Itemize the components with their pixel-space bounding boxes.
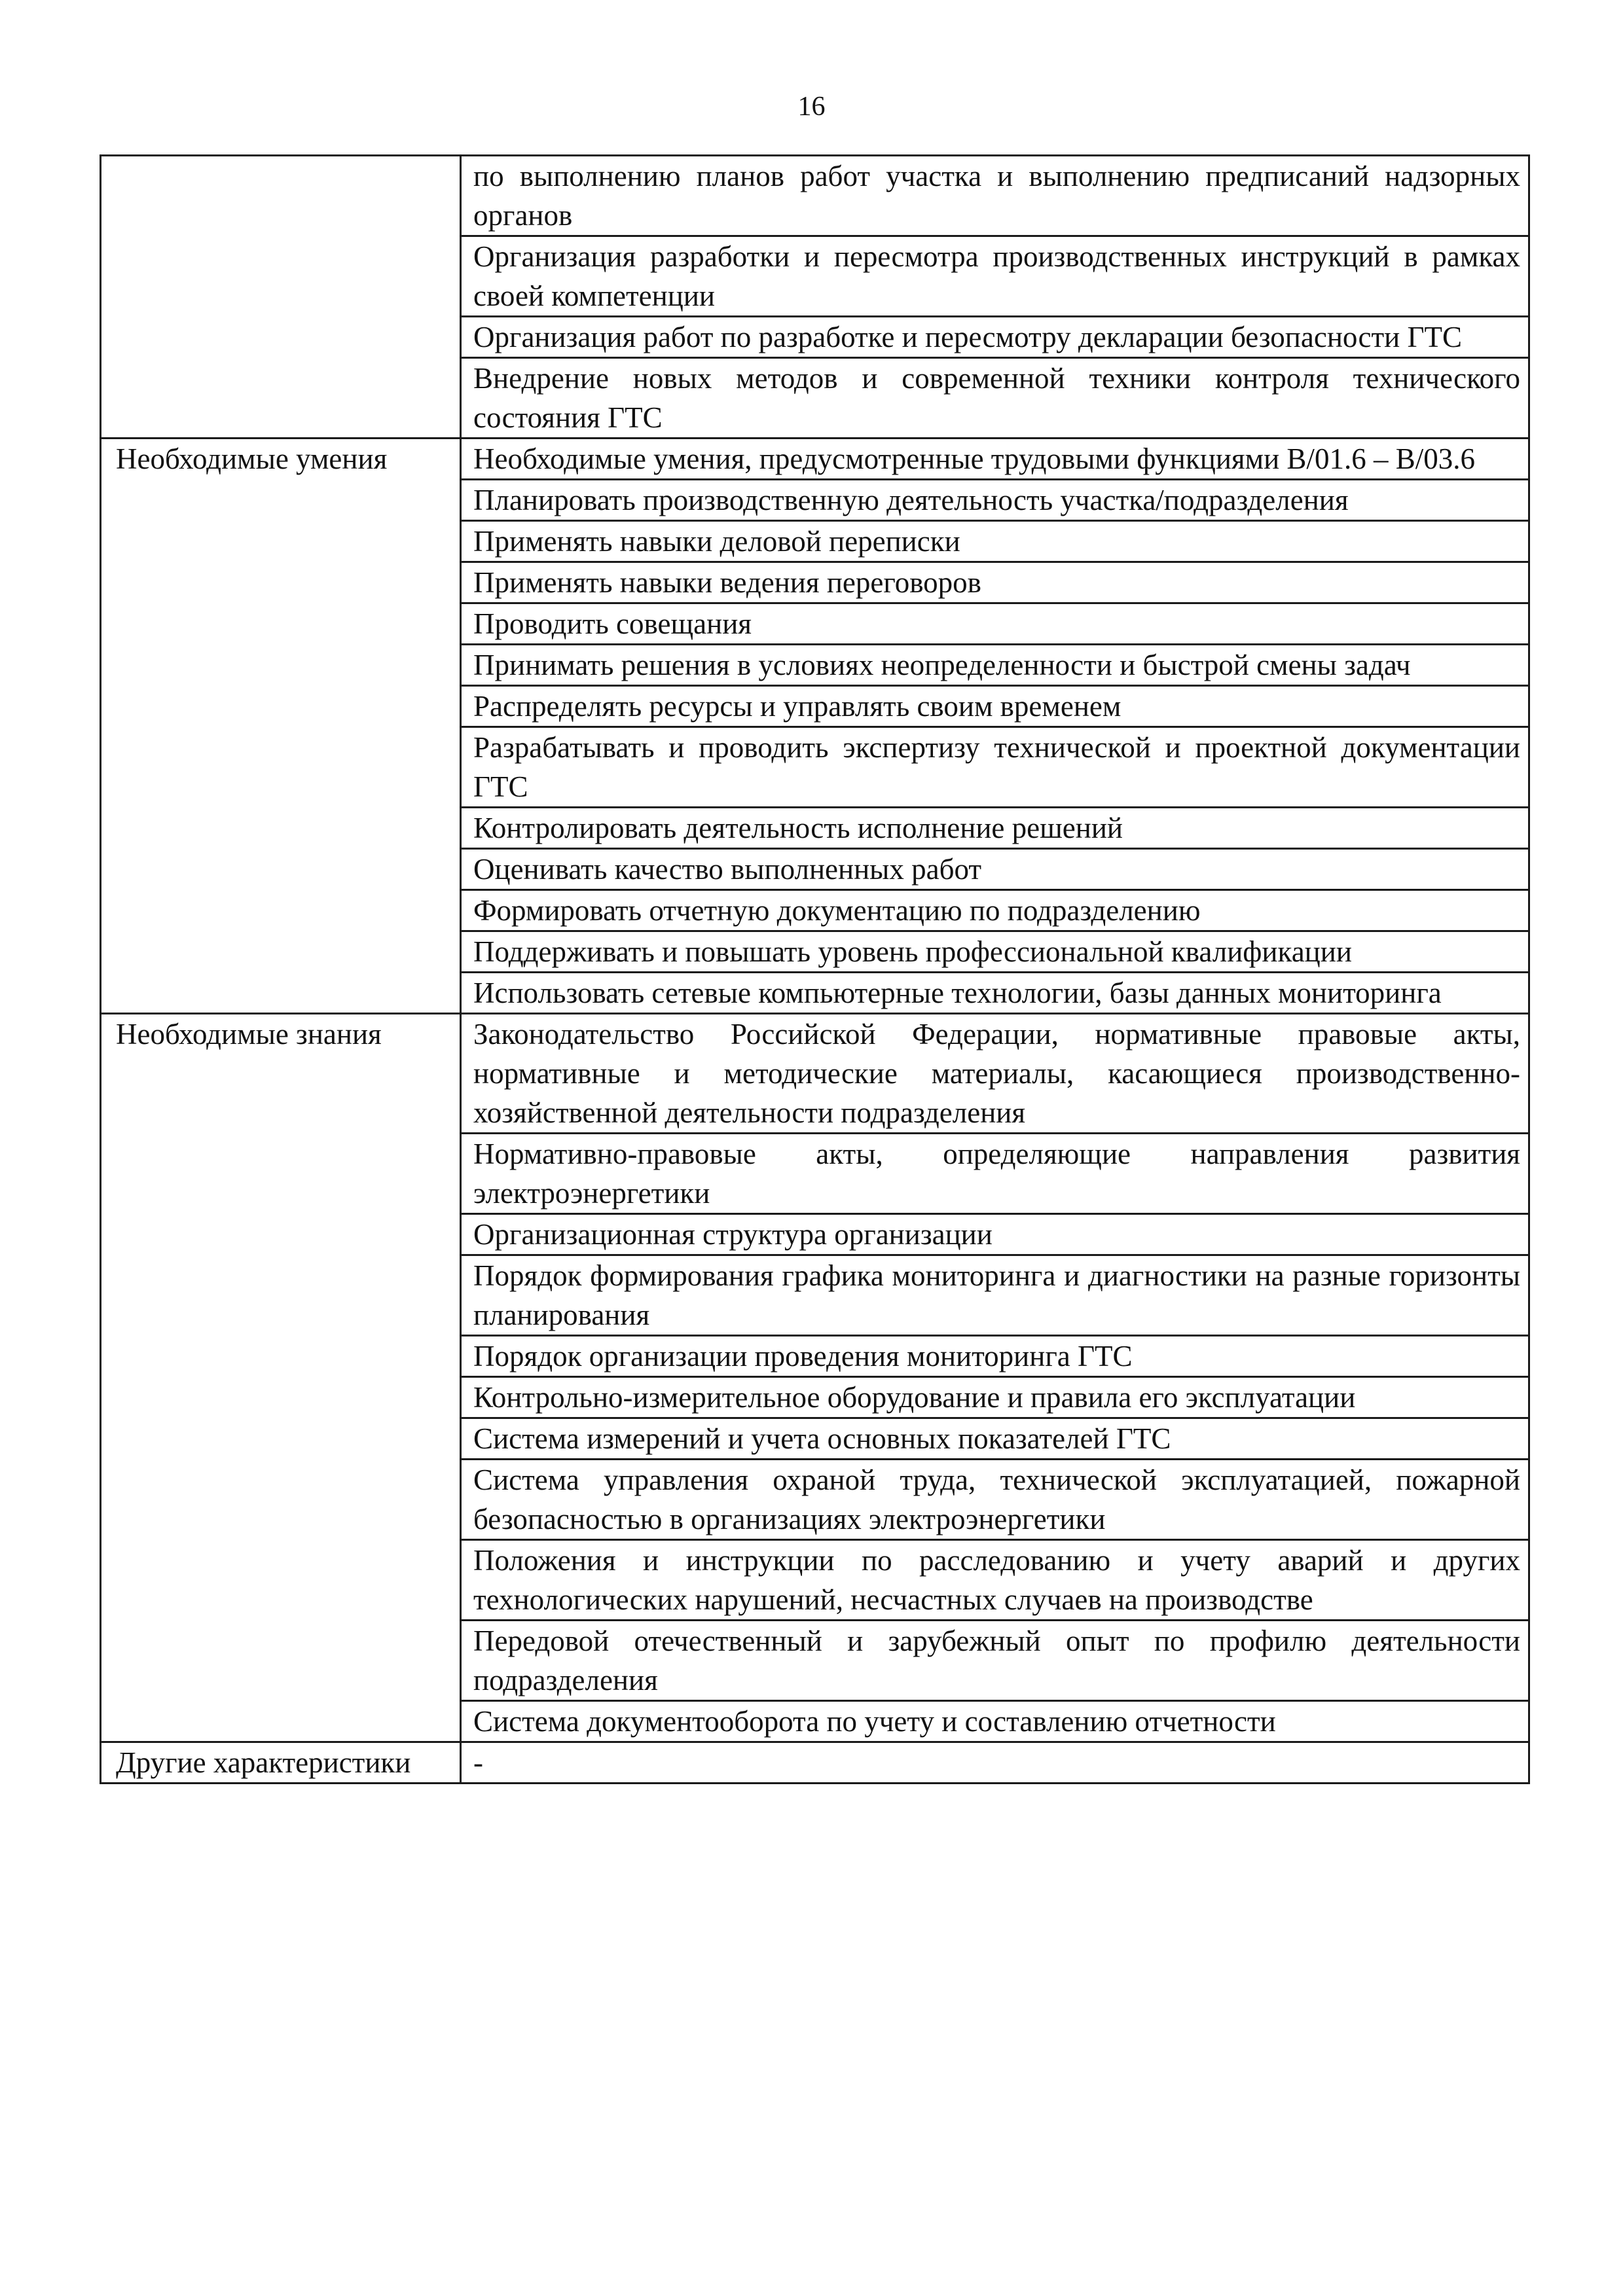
table-row: [101, 727, 1529, 808]
row-label: [101, 317, 461, 358]
row-text: Положения и инструкции по расследованию и учету аварий и других технологических нарушений, несчастных случаев на производстве: [461, 1540, 1529, 1621]
table-row: [101, 1540, 1529, 1621]
row-label: [101, 808, 461, 849]
table-row: [101, 1418, 1529, 1460]
row-label: [101, 1377, 461, 1418]
row-text: Использовать сетевые компьютерные технологии, базы данных мониторинга: [461, 973, 1529, 1014]
table-row: [101, 156, 1529, 236]
row-text: Применять навыки деловой переписки: [461, 521, 1529, 562]
table-row: [101, 1742, 1529, 1784]
table-row: [101, 686, 1529, 727]
table-row: [101, 1701, 1529, 1742]
row-text: Система управления охраной труда, технической эксплуатацией, пожарной безопасностью в организациях электроэнергетики: [461, 1460, 1529, 1540]
table-row: [101, 973, 1529, 1014]
row-label: [101, 1701, 461, 1742]
page-number: 16: [797, 92, 826, 122]
row-text: Принимать решения в условиях неопределенности и быстрой смены задач: [461, 645, 1529, 686]
row-label: [101, 849, 461, 890]
row-label: [101, 973, 461, 1014]
table-row: [101, 1134, 1529, 1214]
row-text: Порядок формирования графика мониторинга и диагностики на разные горизонты планирования: [461, 1255, 1529, 1336]
row-label: [101, 1214, 461, 1255]
row-text: Система документооборота по учету и составлению отчетности: [461, 1701, 1529, 1742]
row-label: [101, 480, 461, 521]
competency-table: [100, 154, 1530, 1784]
row-text: Распределять ресурсы и управлять своим временем: [461, 686, 1529, 727]
table-row: [101, 890, 1529, 931]
row-label: [101, 156, 461, 236]
row-label: [101, 1336, 461, 1377]
row-label: [101, 236, 461, 317]
table-row: [101, 358, 1529, 439]
row-text: Система измерений и учета основных показателей ГТС: [461, 1418, 1529, 1460]
section-label-knowledge: Необходимые знания: [101, 1014, 461, 1134]
table-row: [101, 439, 1529, 480]
row-text: Проводить совещания: [461, 603, 1529, 645]
row-label: [101, 1134, 461, 1214]
row-label: [101, 1540, 461, 1621]
row-label: [101, 1460, 461, 1540]
table-row: [101, 931, 1529, 973]
table-row: [101, 1255, 1529, 1336]
row-label: [101, 358, 461, 439]
table-row: [101, 1214, 1529, 1255]
row-text: Порядок организации проведения мониторинга ГТС: [461, 1336, 1529, 1377]
table-row: [101, 317, 1529, 358]
row-text: Передовой отечественный и зарубежный опыт по профилю деятельности подразделения: [461, 1621, 1529, 1701]
table-row: [101, 1377, 1529, 1418]
table-row: [101, 562, 1529, 603]
row-label: [101, 686, 461, 727]
row-label: [101, 890, 461, 931]
row-label: [101, 521, 461, 562]
row-label: [101, 727, 461, 808]
row-text: Планировать производственную деятельность участка/подразделения: [461, 480, 1529, 521]
row-label: [101, 1418, 461, 1460]
section-label-other: Другие характеристики: [101, 1742, 461, 1784]
table-row: [101, 849, 1529, 890]
row-text: Поддерживать и повышать уровень профессиональной квалификации: [461, 931, 1529, 973]
row-text: Нормативно-правовые акты, определяющие направления развития электроэнергетики: [461, 1134, 1529, 1214]
row-text: Контрольно-измерительное оборудование и правила его эксплуатации: [461, 1377, 1529, 1418]
table-row: [101, 1621, 1529, 1701]
table-row: [101, 603, 1529, 645]
row-label: [101, 562, 461, 603]
row-text: Организация работ по разработке и пересмотру декларации безопасности ГТС: [461, 317, 1529, 358]
row-text: Контролировать деятельность исполнение решений: [461, 808, 1529, 849]
row-label: [101, 645, 461, 686]
table-row: [101, 521, 1529, 562]
table-row: [101, 1460, 1529, 1540]
row-text: Формировать отчетную документацию по подразделению: [461, 890, 1529, 931]
table-row: [101, 236, 1529, 317]
row-label: [101, 931, 461, 973]
row-text: Применять навыки ведения переговоров: [461, 562, 1529, 603]
table-row: [101, 480, 1529, 521]
row-label: [101, 1255, 461, 1336]
table-row: [101, 1014, 1529, 1134]
row-label: [101, 1621, 461, 1701]
row-text: Законодательство Российской Федерации, нормативные правовые акты, нормативные и методические материалы, касающиеся производственно-хозяйственной деятельности подразделения: [461, 1014, 1529, 1134]
table-row: [101, 808, 1529, 849]
row-text: Внедрение новых методов и современной техники контроля технического состояния ГТС: [461, 358, 1529, 439]
row-text: -: [461, 1742, 1529, 1784]
row-text: Оценивать качество выполненных работ: [461, 849, 1529, 890]
row-text: по выполнению планов работ участка и выполнению предписаний надзорных органов: [461, 156, 1529, 236]
row-label: [101, 603, 461, 645]
table-row: [101, 1336, 1529, 1377]
row-text: Разрабатывать и проводить экспертизу технической и проектной документации ГТС: [461, 727, 1529, 808]
section-label-skills: Необходимые умения: [101, 439, 461, 480]
row-text: Необходимые умения, предусмотренные трудовыми функциями B/01.6 – B/03.6: [461, 439, 1529, 480]
row-text: Организационная структура организации: [461, 1214, 1529, 1255]
table-row: [101, 645, 1529, 686]
row-text: Организация разработки и пересмотра производственных инструкций в рамках своей компетенции: [461, 236, 1529, 317]
